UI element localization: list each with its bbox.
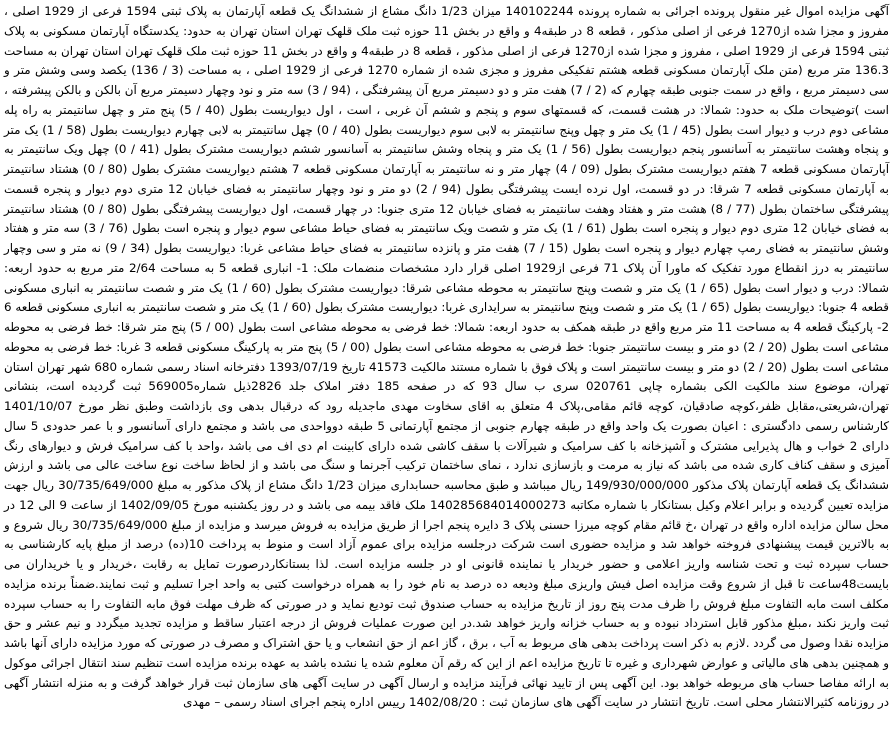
auction-notice-text: آگهی مزایده اموال غیر منقول پرونده اجرائی به شماره پرونده 140102244 میزان 1/23 دانگ مشاع از ششدانگ یک قطعه آپارتمان به پلاک ثبتی 1594 فرعی از 1929 اصلی ، مفروز و مجزا شده از1270 فرعی از اصلی مذکور ، قطعه 8 در طبقه4 و واقع در بخش 11 حوزه ثبت ملک قلهک تهران استان تهران به حدود: یکدستگاه آپارتمان مسکونی به پلاک ثبتی 1594 فرعی از 1929 اصلی ، مفروز و مجزا شده از1270 فرعی از اصلی مذکور ، قطعه 8 در طبقه4 و واقع در بخش 11 حوزه ثبت ملک قلهک تهران استان تهران به مساحت 136.3 متر مربع (متن ملک آپارتمان مسکونی قطعه هشتم تفکیکی مفروز و مجزی شده از شماره 1270 فرعی از 1929 اصلی ، به مساحت (3 / 136) یکصد وسی وشش متر و سی دسیمتر مربع ، واقع در سمت جنوبی طبقه چهارم که (2 / 7) هفت متر و دو دسیمتر مربع آن پیشرفتگی ، (94 / 3) سه متر و نود وچهار دسیمتر مربع آن بالکن و بالکن پیشرفته ، است )توضیحات ملک به حدود: شمالا: در هشت قسمت، که قسمتهای سوم و پنجم و ششم آن غربی ، است ، اول دیواریست بطول (40 / 5) پنج متر و چهل سانتیمتر به راه پله مشاعی دوم درب و دیوار است بطول (45 / 1) یک متر و چهل وپنج سانتیمتر به لابی سوم دیواریست بطول (40 / 0) چهل سانتیمتر به لابی چهارم دیواریست بطول (58 / 1) یک متر و پنجاه وهشت سانتیمتر به آسانسور پنجم دیواریست بطول (56 / 1) یک متر و پنجاه وشش سانتیمتر به آسانسور ششم دیواریست مشترک بطول (41 / 0) چهل ویک سانتیمتر به آپارتمان مسکونی قطعه 7 هفتم دیواریست مشترک بطول (09 / 4) چهار متر و نه سانتیمتر به آپارتمان مسکونی قطعه 7 هشتم دیواریست مشترک بطول (80 / 0) هشتاد سانتیمتر به آپارتمان مسکونی قطعه 7 شرقا: در دو قسمت، اول نرده ایست پیشرفتگی بطول (94 / 2) دو متر و نود وچهار سانتیمتر به فضای خیابان 12 متری دوم دیوار و پنجره قسمت پیشرفتگی ساختمان بطول (77 / 8) هشت متر و هفتاد وهفت سانتیمتر به فضای خیابان 12 متری جنوبا: در چهار قسمت، اول دیواریست پیشرفتگی بطول (80 / 0) هشتاد سانتیمتر به فضای خیابان 12 متری دوم دیوار و پنجره است بطول (61 / 1) یک متر و شصت ویک سانتیمتر به فضای حیاط مشاعی سوم دیوار و پنجره است بطول (76 / 3) سه متر و هفتاد وشش سانتیمتر به فضای رمپ چهارم دیوار و پنجره است بطول (15 / 7) هفت متر و پانزده سانتیمتر به فضای حیاط مشاعی غربا: دیواریست بطول (34 / 9) نه متر و سی وچهار سانتیمتر به درز انقطاع مورد تفکیک که ماورا آن پلاک 71 فرعی از1929 اصلی قرار دارد مشخصات منضمات ملک: 1- انباری قطعه 5 به مساحت 2/64 متر مربع به حدود اربعه: شمالا: درب و دیوار است بطول (65 / 1) یک متر و شصت وپنج سانتیمتر به محوطه مشاعی شرقا: دیواریست مشترک بطول (60 / 1) یک متر و شصت سانتیمتر به انباری مسکونی قطعه 4 جنوبا: دیواریست بطول (65 / 1) یک متر و شصت وپنج سانتیمتر به سرایداری غربا: دیواریست مشترک بطول (60 / 1) یک متر و شصت سانتیمتر به انباری مسکونی قطعه 6 2- پارکینگ قطعه 4 به مساحت 11 متر مربع واقع در طبقه همکف به حدود اربعه: شمالا: خط فرضی به محوطه مشاعی است بطول (00 / 5) پنج متر شرقا: خط فرضی به محوطه مشاعی است بطول (20 / 2) دو متر و بیست سانتیمتر جنوبا: خط فرضی به محوطه مشاعی است بطول (00 / 5) پنج متر به پارکینگ مسکونی قطعه 3 غربا: خط فرضی به محوطه مشاعی است بطول (20 / 2) دو متر و بیست سانتیمتر است و پلاک فوق با شماره مستند مالکیت 41573 تاریخ 1393/07/19 دفترخانه اسناد رسمی شماره 680 شهر تهران استان تهران، موضوع سند مالکیت الکی بشماره چاپی 020761 سری ب سال 93 که در صفحه 185 دفتر املاک جلد 2826ذیل شماره569005 ثبت گردیده است، بنشانی تهران،شریعتی،مقابل ظفر،کوچه صادقیان، کوچه قائم مقامی،پلاک 4 متعلق به اقای سخاوت مهدی ماجدیله رود که درقبال بدهی وی بازداشت وطبق نظر مورخ 1401/10/07 کارشناس رسمی دادگستری : اعیان بصورت یک واحد واقع در طبقه چهارم جنوبی از مجتمع آپارتمانی 5 طبقه دوواحدی می باشد و مجتمع دارای آسانسور و با عمر حدودی 5 سال دارای 2 خواب و هال پذیرایی مشترک و آشپزخانه با کف سرامیک و شیرآلات با سقف کاشی شده دارای کابینت ام دی اف می باشد ،واحد با کف سرامیک فرش و دیوارهای رنگ آمیزی و سقف کناف کاری شده می باشد که نیاز به مرمت و بازسازی ندارد ، نمای ساختمان ترکیب آجرنما و سنگ می باشد و از لحاظ ساخت نوع ساخت عالی می باشد و ارزش ششدانگ یک قطعه آپارتمان پلاک مذکور 149/930/000/000 ریال میباشد و طبق محاسبه حسابداری میزان 1/23 دانگ مشاع از پلاک مذکور به مبلغ 30/735/649/000 ریال جهت مزایده تعیین گردیده و برابر اعلام وکیل بستانکار با شماره مکاتبه 140285684014000273 ملک فاقد بیمه می باشد و در روز یکشنبه مورخ 1402/09/05 از ساعت 9 الی 12 در محل سالن مزایده اداره واقع در تهران ،خ قائم مقام کوچه میرزا حسنی پلاک 3 دایره پنجم اجرا از طریق مزایده به فروش میرسد و مزایده از مبلغ 30/735/649/000 ریال شروع و به بالاترین قیمت پیشنهادی فروخته خواهد شد و مزایده حضوری است شرکت درجلسه مزایده برای عموم آزاد است و منوط به پرداخت 10(ده) درصد از مبلغ پایه کارشناسی به حساب سپرده ثبت و تحت شناسه واریز اعلامی و حضور خریدار یا نماینده قانونی او در جلسه مزایده است. لذا بستانکاردرصورت تمایل به رقابت ،خریدار و یا خریداران می بایست48ساعت تا قبل از شروع وقت مزایده اصل فیش واریزی مبلغ ودیعه ده درصد به نام خود را به همراه درخواست کتبی به واحد اجرا تسلیم و ثبت نمایند.ضمناً برنده مزایده مکلف است مابه التفاوت مبلغ فروش را ظرف مدت پنج روز از تاریخ مزایده به حساب صندوق ثبت تودیع نماید و در صورتی که ظرف مهلت فوق مابه التفاوت را به حساب سپرده ثبت واریز نکند ،مبلغ مذکور قابل استرداد نبوده و به حساب خزانه واریز خواهد شد.در این صورت عملیات فروش از درجه اعتبار ساقط و مزایده تجدید میگردد و نیم عشر و حق مزایده نقدا وصول می گردد .لازم به ذکر است پرداخت بدهی های مربوط به آب ، برق ، گاز اعم از حق انشعاب و یا حق اشتراک و مصرف در صورتی که مورد مزایده دارای آنها باشد و همچنین بدهی های مالیاتی و عوارض شهرداری و غیره تا تاریخ مزایده اعم از این که رقم آن معلوم شده یا نشده باشد به عهده برنده مزایده است تنظیم سند انتقال اجرائی موکول به ارائه مفاصا حساب های مربوطه خواهد بود. این آگهی پس از تایید نهائی فرآیند مزایده و ارسال آگهی در سایت آگهی های سازمان ثبت قرار خواهد گرفت و به منزله انتشار آگهی در روزنامه کثیرالانتشار محلی است. تاریخ انتشار در سایت آگهی های سازمان ثبت : 1402/08/20 رییس اداره پنجم اجرای اسناد رسمی – مهدی bbox=[4, 4, 890, 710]
